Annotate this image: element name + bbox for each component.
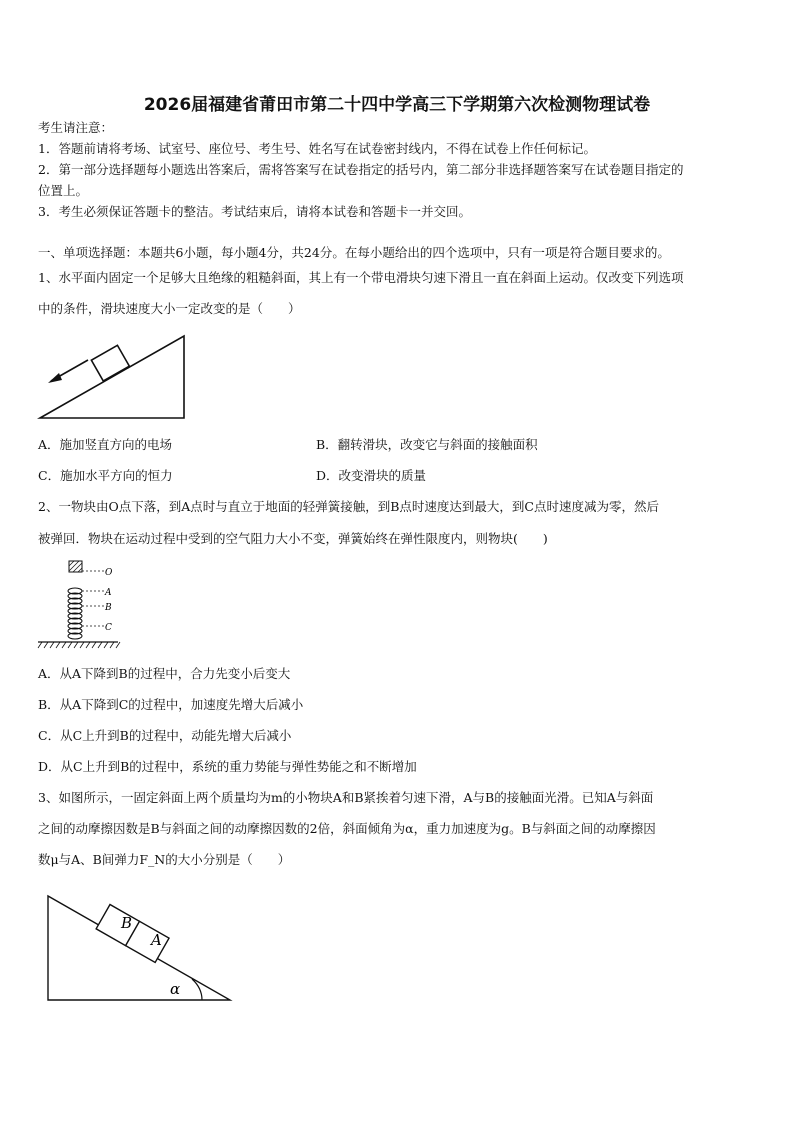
- q1-option-c[interactable]: C．施加水平方向的恒力: [38, 468, 173, 483]
- q2-stem-line1: 2、一物块由O点下落，到A点时与直立于地面的轻弹簧接触，到B点时速度达到最大，到C点时速度减为零，然后: [38, 499, 659, 514]
- label-c: C: [105, 623, 112, 633]
- q2-option-b[interactable]: B．从A下降到C的过程中，加速度先增大后减小: [38, 697, 304, 712]
- notice-item: 3．考生必须保证答题卡的整洁。考试结束后，请将本试卷和答题卡一并交回。: [38, 204, 471, 219]
- angle-arc: [192, 979, 202, 1000]
- section-heading: 一、单项选择题：本题共6小题，每小题4分，共24分。在每小题给出的四个选项中，只有一项是符合题目要求的。: [38, 245, 670, 260]
- q3-stem-line1: 3、如图所示，一固定斜面上两个质量均为m的小物块A和B紧挨着匀速下滑，A与B的接触面光滑。已知A与斜面: [38, 790, 654, 805]
- q2-spring-figure: [36, 558, 136, 654]
- velocity-arrowhead: [48, 373, 62, 383]
- q1-option-b[interactable]: B．翻转滑块，改变它与斜面的接触面积: [316, 437, 538, 452]
- ground-hatch: [38, 642, 120, 648]
- label-b: B: [105, 603, 112, 613]
- q1-stem-line2: 中的条件，滑块速度大小一定改变的是（ ）: [38, 301, 301, 316]
- notice-item: 位置上。: [38, 183, 89, 198]
- q1-incline-figure: [36, 330, 196, 422]
- q2-stem-line2: 被弹回．物块在运动过程中受到的空气阻力大小不变，弹簧始终在弹性限度内，则物块( ): [38, 531, 548, 546]
- q2-option-c[interactable]: C．从C上升到B的过程中，动能先增大后减小: [38, 728, 292, 743]
- notice-heading: 考生请注意：: [38, 120, 114, 135]
- q1-option-a[interactable]: A．施加竖直方向的电场: [38, 437, 173, 452]
- q3-stem-line2: 之间的动摩擦因数是B与斜面之间的动摩擦因数的2倍，斜面倾角为α，重力加速度为g。B与斜面之间的动摩擦因: [38, 821, 656, 836]
- label-block-a: A: [151, 931, 162, 949]
- label-o: O: [105, 568, 113, 578]
- notice-item: 2．第一部分选择题每小题选出答案后，需将答案写在试卷指定的括号内，第二部分非选择题答案写在试卷题目指定的: [38, 162, 684, 177]
- q2-option-a[interactable]: A．从A下降到B的过程中，合力先变小后变大: [38, 666, 291, 681]
- q3-incline-figure: [40, 888, 240, 1006]
- page-title: 2026届福建省莆田市第二十四中学高三下学期第六次检测物理试卷: [143, 95, 651, 115]
- q2-option-d[interactable]: D．从C上升到B的过程中，系统的重力势能与弹性势能之和不断增加: [38, 759, 417, 774]
- label-angle-alpha: α: [170, 980, 181, 998]
- q1-stem-line1: 1、水平面内固定一个足够大且绝缘的粗糙斜面，其上有一个带电滑块匀速下滑且一直在斜面上运动。仅改变下列选项: [38, 270, 684, 285]
- label-block-b: B: [121, 914, 133, 932]
- label-a: A: [105, 588, 112, 598]
- spring-coil: [68, 588, 82, 639]
- notice-item: 1．答题前请将考场、试室号、座位号、考生号、姓名写在试卷密封线内，不得在试卷上作任何标记。: [38, 141, 596, 156]
- q1-option-d[interactable]: D．改变滑块的质量: [316, 468, 427, 483]
- sliding-block: [91, 345, 129, 381]
- q3-stem-line3: 数μ与A、B间弹力F_N的大小分别是（ ）: [38, 852, 291, 867]
